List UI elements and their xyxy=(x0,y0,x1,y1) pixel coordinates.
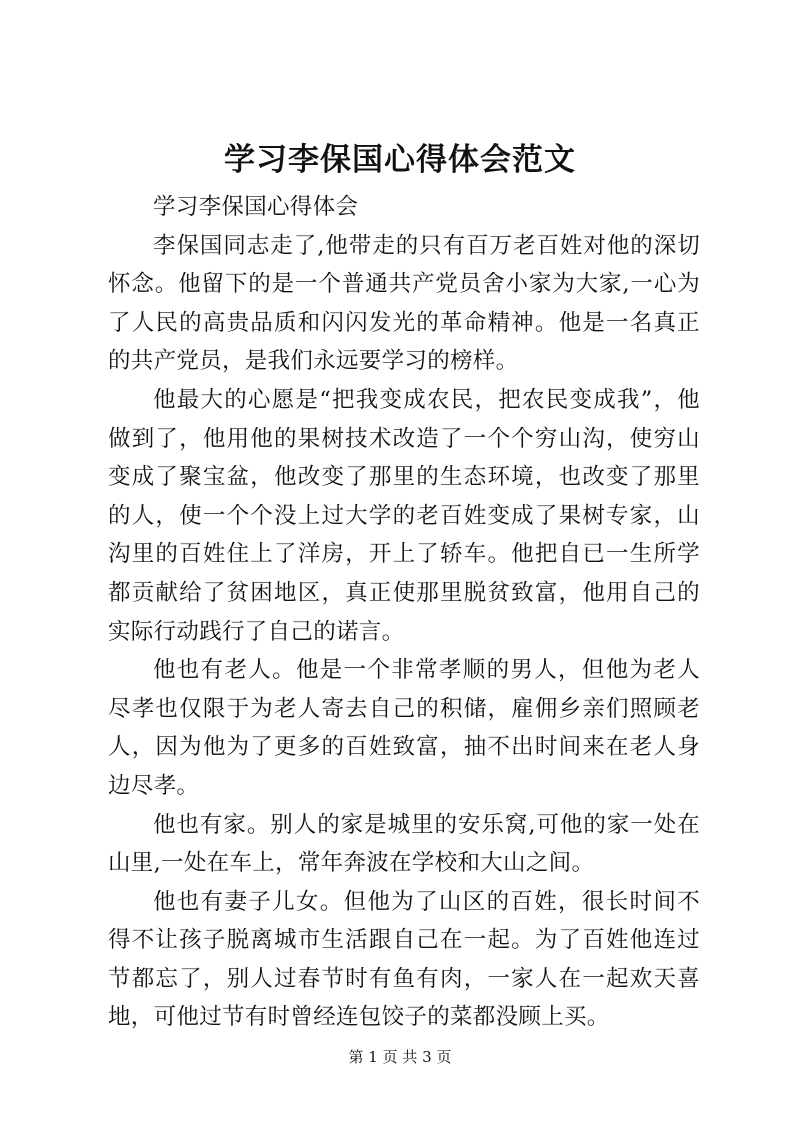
paragraph: 他也有家。别人的家是城里的安乐窝,可他的家一处在山里,一处在车上，常年奔波在学校和大山之间。 xyxy=(108,811,700,877)
paragraph: 李保国同志走了,他带走的只有百万老百姓对他的深切怀念。他留下的是一个普通共产党员舍小家为大家,一心为了人民的高贵品质和闪闪发光的革命精神。他是一名真正的共产党员，是我们永远要学习的榜样。 xyxy=(108,232,700,375)
document-title: 学习李保国心得体会范文 xyxy=(224,142,576,178)
page-number-footer: 第 1 页 共 3 页 xyxy=(348,1048,452,1066)
paragraph: 他最大的心愿是“把我变成农民，把农民变成我”，他做到了，他用他的果树技术改造了一个个穷山沟，使穷山变成了聚宝盆，他改变了那里的生态环境，也改变了那里的人，使一个个没上过大学的老百姓变成了果树专家，山沟里的百姓住上了洋房，开上了轿车。他把自已一生所学都贡献给了贫困地区，真正使那里脱贫致富，他用自己的实际行动践行了自己的诺言。 xyxy=(108,386,700,645)
paragraph: 他也有妻子儿女。但他为了山区的百姓，很长时间不得不让孩子脱离城市生活跟自己在一起。为了百姓他连过节都忘了，别人过春节时有鱼有肉，一家人在一起欢天喜地，可他过节有时曾经连包饺子的菜都没顾上买。 xyxy=(108,888,700,1031)
paragraph: 他也有老人。他是一个非常孝顺的男人，但他为老人尽孝也仅限于为老人寄去自己的积储，雇佣乡亲们照顾老人，因为他为了更多的百姓致富，抽不出时间来在老人身边尽孝。 xyxy=(108,657,700,799)
document-body xyxy=(108,188,700,1037)
paragraph-subtitle: 学习李保国心得体会 xyxy=(153,194,359,220)
